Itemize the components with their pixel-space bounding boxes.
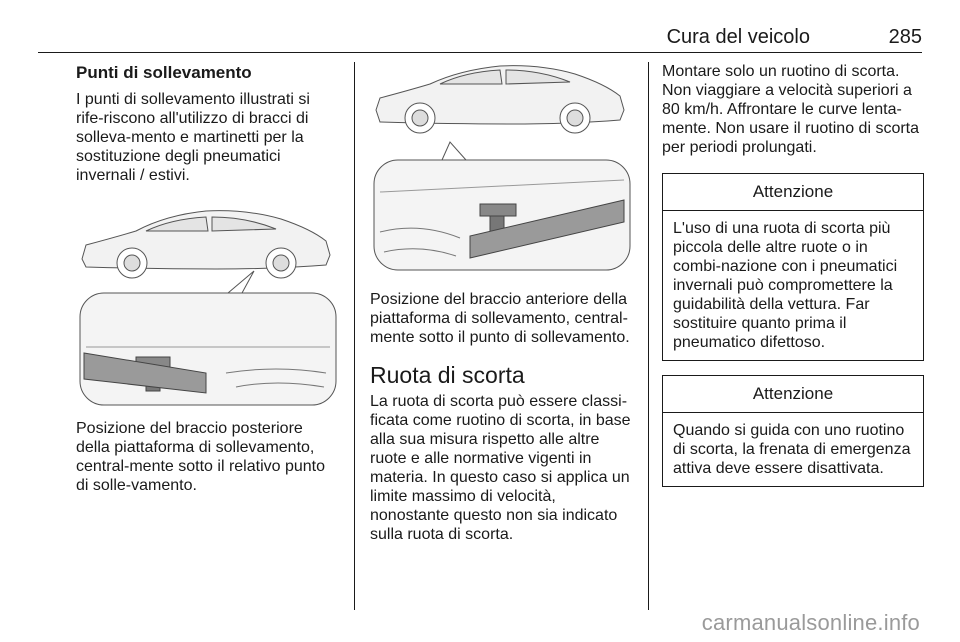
column-1 [76, 62, 340, 495]
page-number: 285 [888, 26, 922, 48]
column-3 [662, 62, 924, 487]
column-divider [354, 62, 355, 610]
warning-text: L'uso di una ruota di scorta più piccola delle altre ruote o in combi-nazione con i pneumatici invernali può compromettere la guidabilità della vettura. Far sostituire quanto prima il pneumatico difettoso. [673, 220, 898, 351]
warning-box [662, 173, 924, 361]
column-2 [370, 62, 634, 544]
compact-spare-intro: Montare solo un ruotino di scorta. Non viaggiare a velocità superiori a 80 km/h. Affrontare le curve lenta-mente. Non usare il ruotino di scorta per periodi prolungati. [662, 63, 920, 156]
rear-lift-caption: Posizione del braccio posteriore della piattaforma di sollevamento, central-mente sotto il relativo punto di solle-vamento. [76, 420, 326, 494]
rear-lift-illustration [76, 197, 340, 407]
warning-box [662, 375, 924, 487]
warning-title: Attenzione [663, 376, 923, 413]
section-title: Cura del veicolo [666, 26, 810, 48]
front-lift-caption: Posizione del braccio anteriore della piattaforma di sollevamento, central-mente sotto il punto di sollevamento. [370, 291, 630, 346]
front-lift-illustration [370, 62, 634, 272]
column-divider [648, 62, 649, 610]
warning-title: Attenzione [663, 174, 923, 211]
warning-text: Quando si guida con uno ruotino di scorta, la frenata di emergenza attiva deve essere disattivata. [673, 422, 911, 477]
lifting-points-heading: Punti di sollevamento [76, 63, 252, 82]
lifting-points-intro: I punti di sollevamento illustrati si rife-riscono all'utilizzo di bracci di solleva-mento e martinetti per la sostituzione degli pneumatici invernali / estivi. [76, 91, 310, 184]
watermark: carmanualsonline.info [701, 610, 920, 635]
page-header [38, 24, 922, 53]
spare-wheel-body: La ruota di scorta può essere classi-ficata come ruotino di scorta, in base alla sua misura rispetto alle altre ruote e alle normative vigenti in materia. In questo caso si applica un limite massimo di velocità, nonostante questo non sia indicato sulla ruota di scorta. [370, 393, 631, 543]
spare-wheel-heading: Ruota di scorta [370, 362, 525, 388]
